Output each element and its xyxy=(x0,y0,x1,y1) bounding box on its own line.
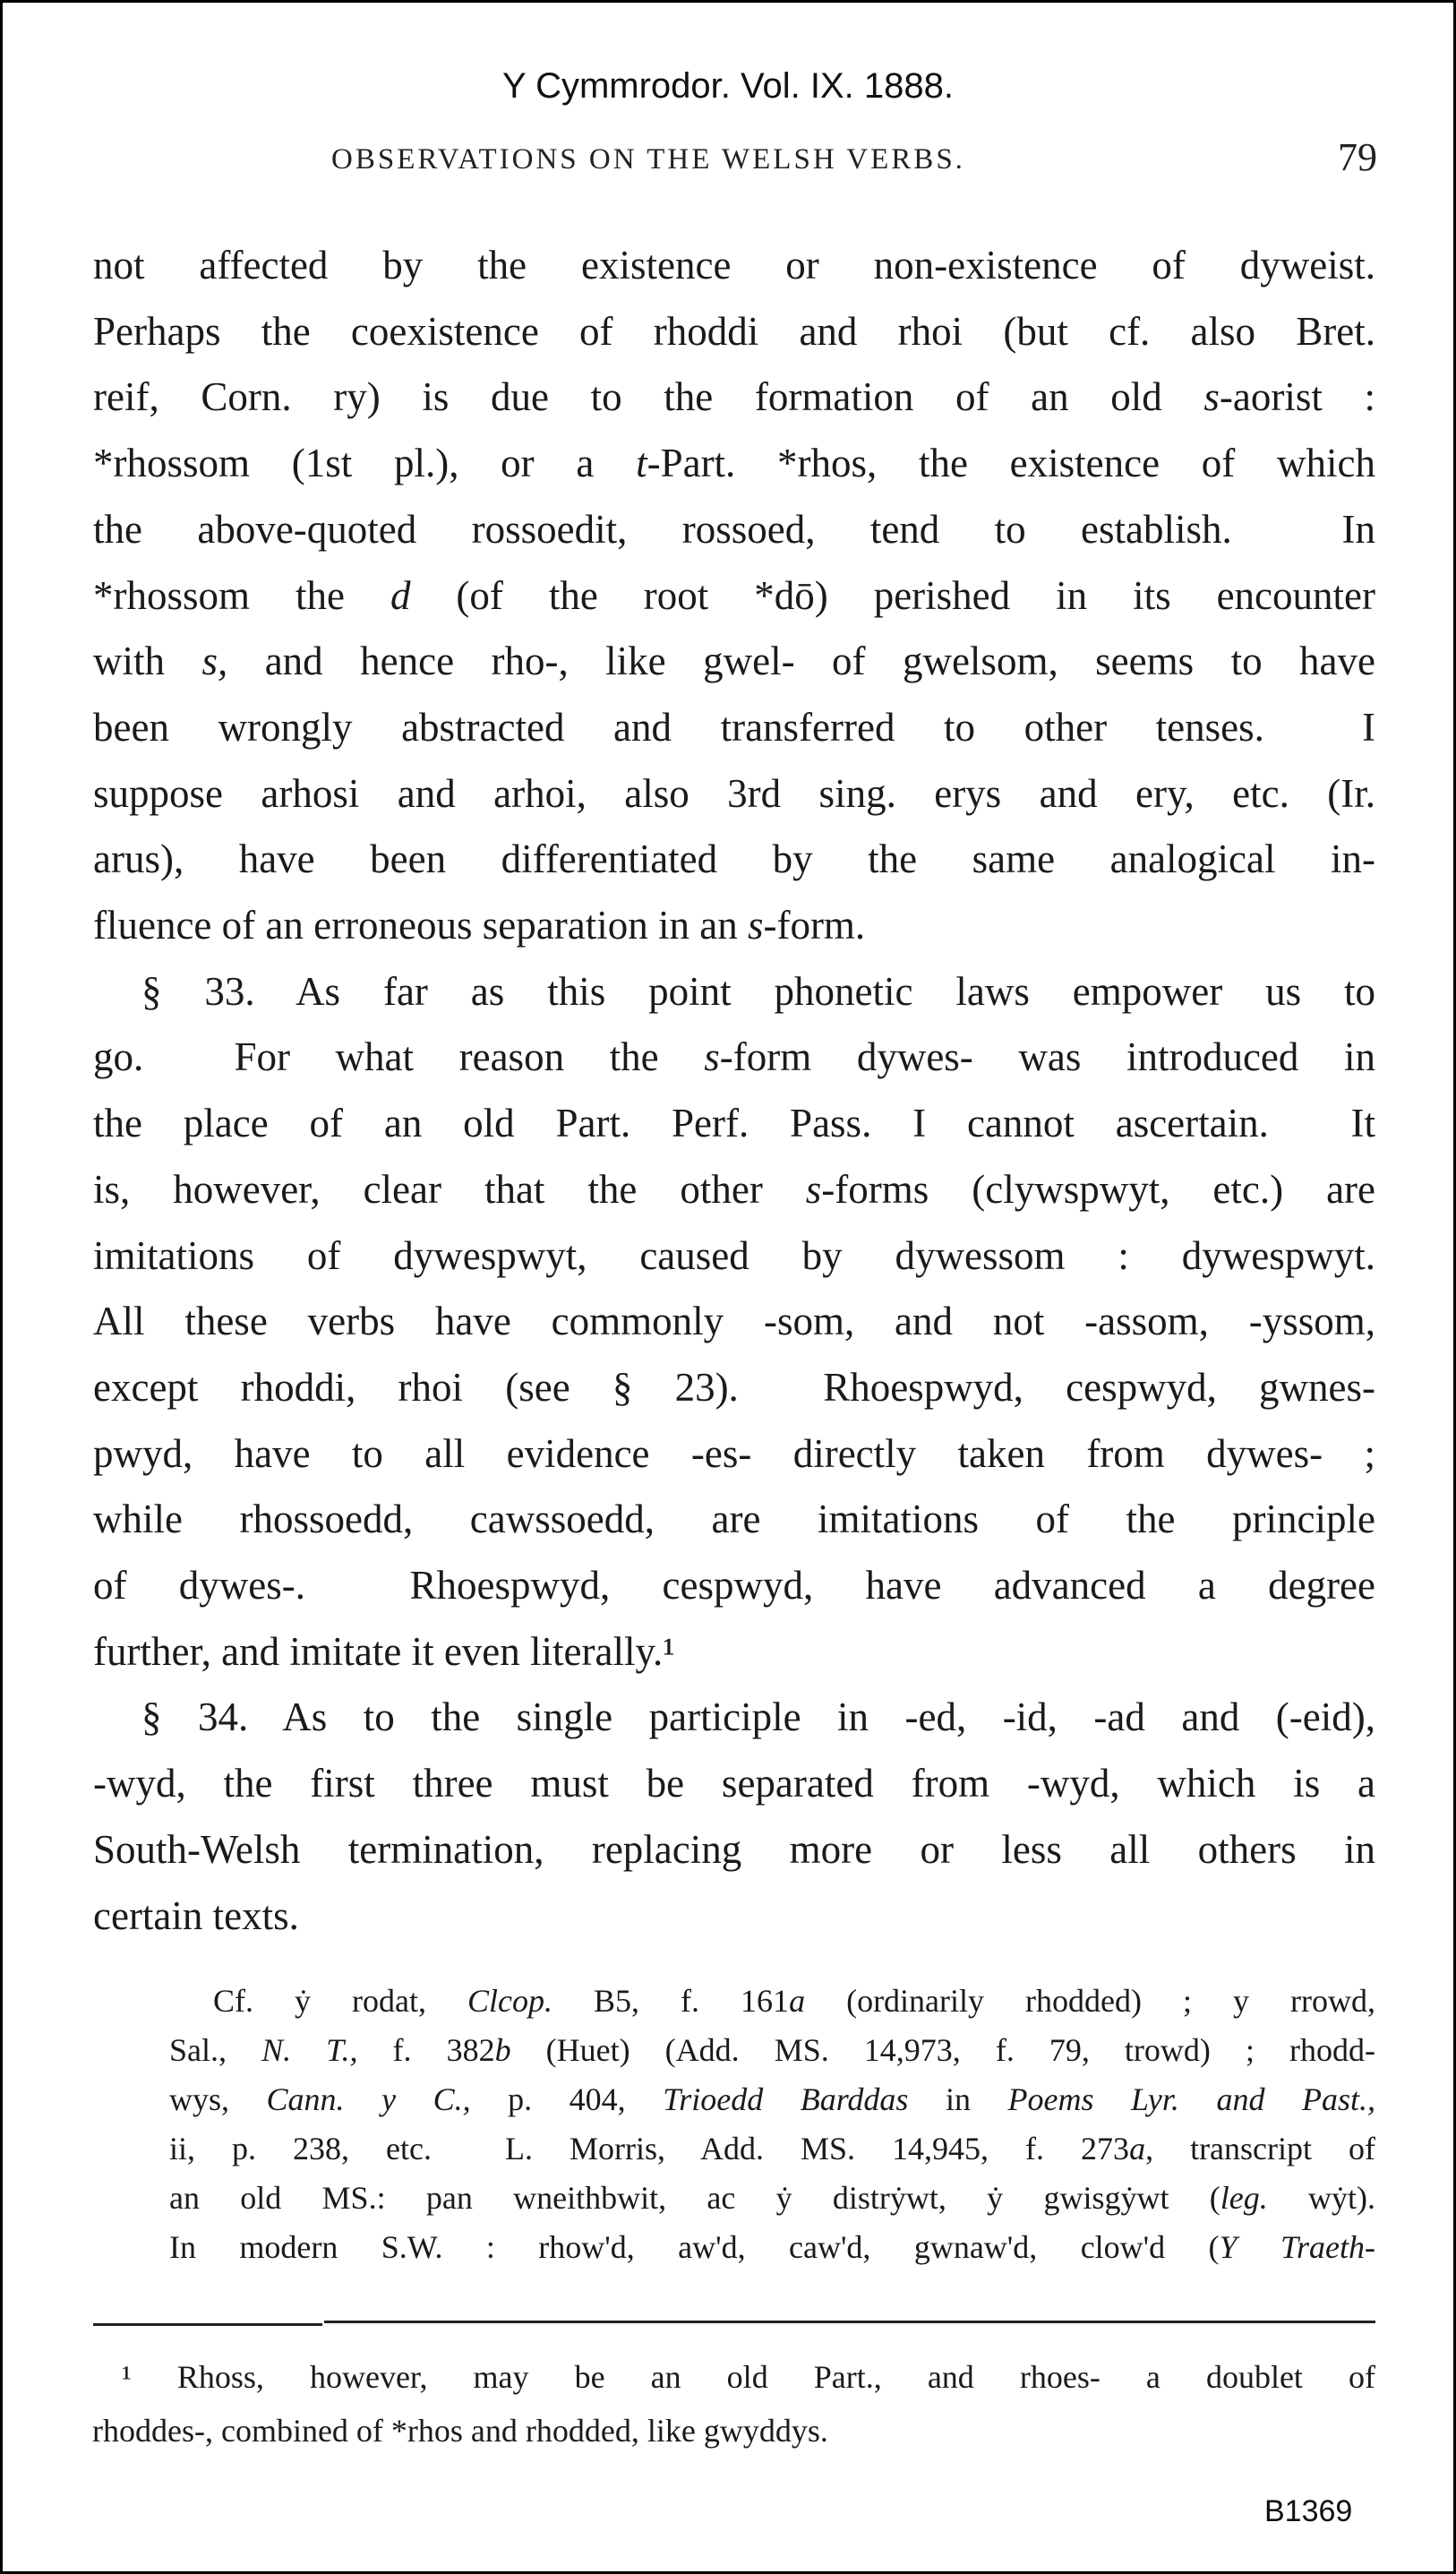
text-segment: arus), have been differentiated by the same analogical in- xyxy=(93,837,1375,882)
text-line xyxy=(169,2078,1375,2121)
text-line xyxy=(169,2029,1375,2072)
text-line xyxy=(93,832,1375,886)
text-line xyxy=(93,1756,1375,1810)
italic-segment: t xyxy=(636,441,647,486)
text-segment: is, however, clear that the other xyxy=(93,1166,806,1212)
text-segment: wẏt). xyxy=(1267,2180,1375,2216)
italic-segment: s, xyxy=(201,639,228,684)
text-segment: go. For what reason the xyxy=(93,1034,705,1080)
text-segment: -Part. *rhos, the existence of which xyxy=(647,441,1375,486)
text-segment: All these verbs have commonly -som, and not -assom, -yssom, xyxy=(93,1299,1375,1344)
text-segment: Cf. ẏ rodat, xyxy=(213,1983,468,2019)
text-line xyxy=(92,2409,1375,2452)
text-segment: ¹ Rhoss, however, may be an old Part., and rhoes- a doublet of xyxy=(122,2359,1375,2395)
italic-segment: a xyxy=(1129,2131,1146,2166)
footnote-rule-short xyxy=(93,2323,322,2326)
text-segment: and hence rho-, like gwel- of gwelsom, seems to have xyxy=(227,639,1375,684)
text-line xyxy=(93,1294,1375,1348)
text-segment: certain texts. xyxy=(93,1892,299,1938)
text-segment: pwyd, have to all evidence -es- directly taken from dywes- ; xyxy=(93,1430,1375,1476)
running-head: OBSERVATIONS ON THE WELSH VERBS. xyxy=(331,143,965,176)
text-segment: *rhossom the xyxy=(93,572,390,618)
text-segment: (Huet) (Add. MS. 14,973, f. 79, trowd) ; rhodd- xyxy=(510,2032,1375,2068)
text-segment: -form dywes- was introduced in xyxy=(719,1034,1376,1080)
text-segment: B5, f. 161 xyxy=(552,1983,790,2019)
text-line xyxy=(93,1427,1375,1480)
catalog-code: B1369 xyxy=(1264,2494,1353,2528)
text-segment: Sal., xyxy=(169,2032,262,2068)
text-segment: the place of an old Part. Perf. Pass. I cannot ascertain. It xyxy=(93,1101,1375,1146)
text-line xyxy=(93,1558,1375,1612)
text-line xyxy=(93,1823,1375,1876)
text-line xyxy=(213,1979,1375,2022)
italic-segment: d xyxy=(390,572,411,618)
text-line xyxy=(93,767,1375,820)
text-segment: *rhossom (1st pl.), or a xyxy=(93,441,637,486)
italic-segment: s xyxy=(704,1034,720,1080)
text-segment: reif, Corn. ry) is due to the formation of an old xyxy=(93,374,1204,420)
text-segment: wys, xyxy=(169,2081,267,2117)
text-segment: while rhossoedd, cawssoedd, are imitations of the principle xyxy=(93,1497,1375,1542)
italic-segment: s xyxy=(1203,374,1220,420)
text-line xyxy=(93,502,1375,556)
text-line xyxy=(93,1163,1375,1216)
text-line xyxy=(93,1360,1375,1414)
text-line xyxy=(93,700,1375,754)
text-line xyxy=(169,2176,1375,2219)
text-line xyxy=(93,898,1375,952)
text-segment: , transcript of xyxy=(1145,2131,1376,2166)
text-segment: imitations of dywespwyt, caused by dywessom : dywespwyt. xyxy=(93,1232,1375,1278)
text-segment: f. 382 xyxy=(357,2032,495,2068)
text-segment: -form. xyxy=(763,903,866,948)
text-line xyxy=(93,1492,1375,1546)
text-line xyxy=(169,2226,1375,2269)
text-segment: In modern S.W. : rhow'd, aw'd, caw'd, gwnaw'd, clow'd ( xyxy=(169,2229,1220,2265)
text-line xyxy=(169,2127,1375,2170)
text-segment: with xyxy=(93,639,202,684)
text-line xyxy=(93,1030,1375,1084)
text-line xyxy=(93,569,1375,622)
text-segment: suppose arhosi and arhoi, also 3rd sing. erys and ery, etc. (Ir. xyxy=(93,770,1375,816)
source-label: Y Cymmrodor. Vol. IX. 1888. xyxy=(502,66,954,106)
footnote-rule-long xyxy=(324,2321,1375,2323)
italic-segment: Cann. y C., xyxy=(266,2081,471,2117)
text-line xyxy=(141,1690,1375,1744)
text-line xyxy=(93,1625,1375,1678)
text-line xyxy=(93,370,1375,424)
text-segment: fluence of an erroneous separation in an xyxy=(93,903,748,948)
text-segment: further, and imitate it even literally.¹ xyxy=(93,1628,675,1674)
text-segment: South-Welsh termination, replacing more or less all others in xyxy=(93,1826,1375,1872)
text-line xyxy=(141,965,1375,1018)
italic-segment: Trioedd Barddas xyxy=(663,2081,909,2117)
text-line xyxy=(93,634,1375,688)
text-segment: been wrongly abstracted and transferred to other tenses. I xyxy=(93,704,1375,750)
text-line xyxy=(93,1096,1375,1150)
italic-segment: a xyxy=(789,1983,806,2019)
text-segment: (ordinarily rhodded) ; y rrowd, xyxy=(805,1983,1376,2019)
text-segment: (of the root *dō) perished in its encounter xyxy=(410,572,1375,618)
text-segment: Perhaps the coexistence of rhoddi and rhoi (but cf. also Bret. xyxy=(93,308,1375,354)
italic-segment: Poems Lyr. and Past., xyxy=(1007,2081,1375,2117)
text-line xyxy=(93,305,1375,358)
text-line xyxy=(122,2355,1375,2398)
text-segment: the above-quoted rossoedit, rossoed, tend to establish. In xyxy=(93,506,1375,552)
italic-segment: b xyxy=(494,2032,511,2068)
text-segment: rhoddes-, combined of *rhos and rhodded, like gwyddys. xyxy=(92,2413,828,2449)
text-segment: not affected by the existence or non-existence of dyweist. xyxy=(93,243,1375,287)
text-line xyxy=(93,436,1375,490)
text-segment: of dywes-. Rhoespwyd, cespwyd, have advanced a degree xyxy=(93,1563,1375,1608)
italic-segment: Clcop. xyxy=(467,1983,553,2019)
italic-segment: s xyxy=(747,903,764,948)
text-segment: ii, p. 238, etc. L. Morris, Add. MS. 14,945, f. 273 xyxy=(169,2131,1130,2166)
text-segment: -aorist : xyxy=(1219,374,1375,420)
text-line xyxy=(93,1889,1375,1943)
italic-segment: Y Traeth- xyxy=(1219,2229,1375,2265)
italic-segment: s xyxy=(805,1166,822,1212)
italic-segment: leg. xyxy=(1220,2180,1268,2216)
page-number: 79 xyxy=(1338,135,1377,179)
text-segment: in xyxy=(908,2081,1008,2117)
italic-segment: N. T., xyxy=(261,2032,358,2068)
text-line xyxy=(93,238,1375,292)
text-line xyxy=(93,1229,1375,1283)
text-segment: § 34. As to the single participle in -ed, -id, -ad and (-eid), xyxy=(141,1695,1375,1740)
text-segment: § 33. As far as this point phonetic laws empower us to xyxy=(141,968,1375,1014)
text-segment: -wyd, the first three must be separated from -wyd, which is a xyxy=(93,1761,1375,1806)
text-segment: p. 404, xyxy=(470,2081,664,2117)
text-segment: -forms (clywspwyt, etc.) are xyxy=(821,1166,1376,1212)
text-segment: an old MS.: pan wneithbwit, ac ẏ distrẏwt, ẏ gwisgẏwt ( xyxy=(169,2180,1220,2216)
text-segment: except rhoddi, rhoi (see § 23). Rhoespwyd, cespwyd, gwnes- xyxy=(93,1364,1375,1410)
